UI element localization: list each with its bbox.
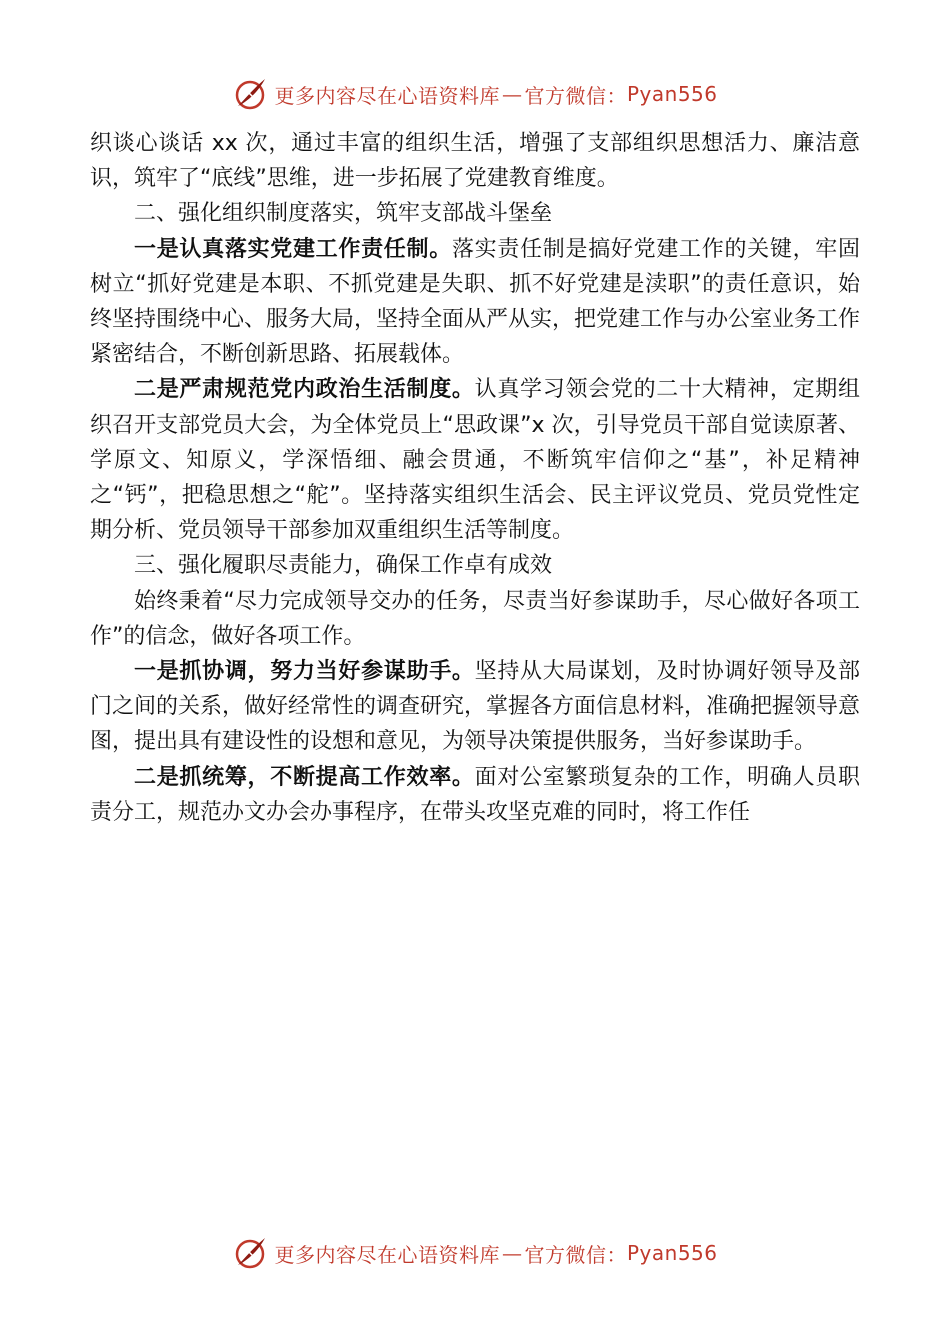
watermark-main: 更多内容尽在心语资料库 bbox=[274, 1242, 500, 1267]
paragraph-lead: 一是抓协调，努力当好参谋助手。 bbox=[134, 659, 475, 685]
watermark-handle: Pyan556 bbox=[626, 82, 718, 106]
watermark-label: 官方微信： bbox=[524, 83, 627, 108]
paragraph-text: 面对公室繁琐复杂的工作，明确人员职责分工，规范办文办会办事程序，在带头攻坚克难的同时，将工作任 bbox=[90, 764, 860, 825]
section-heading bbox=[90, 548, 860, 583]
document-body bbox=[90, 126, 860, 830]
section-heading bbox=[90, 196, 860, 231]
paragraph-text: 织谈心谈话 xx 次，通过丰富的组织生活，增强了支部组织思想活力、廉洁意识，筑牢了“底线”思维，进一步拓展了党建教育维度。 bbox=[90, 131, 860, 192]
paragraph-lead: 一是认真落实党建工作责任制。 bbox=[134, 236, 452, 262]
paragraph-text: 认真学习领会党的二十大精神，定期组织召开支部党员大会，为全体党员上“思政课”x 次，引导党员干部自觉读原著、学原文、知原义，学深悟细、融会贯通，不断筑牢信仰之“基”，补足精神之“钙”，把稳思想之“舵”。坚持落实组织生活会、民主评议党员、党员党性定期分析、党员领导干部参加双重组织生活等制度。 bbox=[90, 377, 860, 544]
watermark-dash: — bbox=[501, 1241, 523, 1265]
header-watermark bbox=[0, 74, 950, 114]
paragraph bbox=[90, 232, 860, 373]
paragraph-text: 落实责任制是搞好党建工作的关键，牢固树立“抓好党建是本职、不抓党建是失职、抓不好党建是渎职”的责任意识，始终坚持围绕中心、服务大局，坚持全面从严从实，把党建工作与办公室业务工作紧密结合，不断创新思路、拓展载体。 bbox=[90, 236, 861, 368]
watermark-label: 官方微信： bbox=[524, 1242, 627, 1267]
footer-watermark bbox=[0, 1233, 950, 1273]
paragraph bbox=[90, 126, 860, 196]
watermark-main: 更多内容尽在心语资料库 bbox=[274, 83, 500, 108]
paragraph bbox=[90, 372, 860, 548]
paragraph-lead: 二是抓统筹，不断提高工作效率。 bbox=[134, 764, 475, 790]
paragraph-text: 始终秉着“尽力完成领导交办的任务，尽责当好参谋助手，尽心做好各项工作”的信念，做好各项工作。 bbox=[90, 588, 860, 649]
paragraph bbox=[90, 654, 860, 760]
paragraph bbox=[90, 760, 860, 830]
paragraph-lead: 二是严肃规范党内政治生活制度。 bbox=[134, 377, 475, 403]
paragraph-text: 三、强化履职尽责能力，确保工作卓有成效 bbox=[134, 553, 553, 579]
paragraph bbox=[90, 584, 860, 654]
quill-logo-icon bbox=[232, 1235, 268, 1271]
quill-logo-icon bbox=[232, 76, 268, 112]
paragraph-text: 坚持从大局谋划，及时协调好领导及部门之间的关系，做好经常性的调查研究，掌握各方面信息材料，准确把握领导意图，提出具有建设性的设想和意见，为领导决策提供服务，当好参谋助手。 bbox=[90, 659, 861, 755]
paragraph-text: 二、强化组织制度落实，筑牢支部战斗堡垒 bbox=[134, 201, 553, 227]
watermark-dash: — bbox=[501, 82, 523, 106]
watermark-handle: Pyan556 bbox=[626, 1241, 718, 1265]
